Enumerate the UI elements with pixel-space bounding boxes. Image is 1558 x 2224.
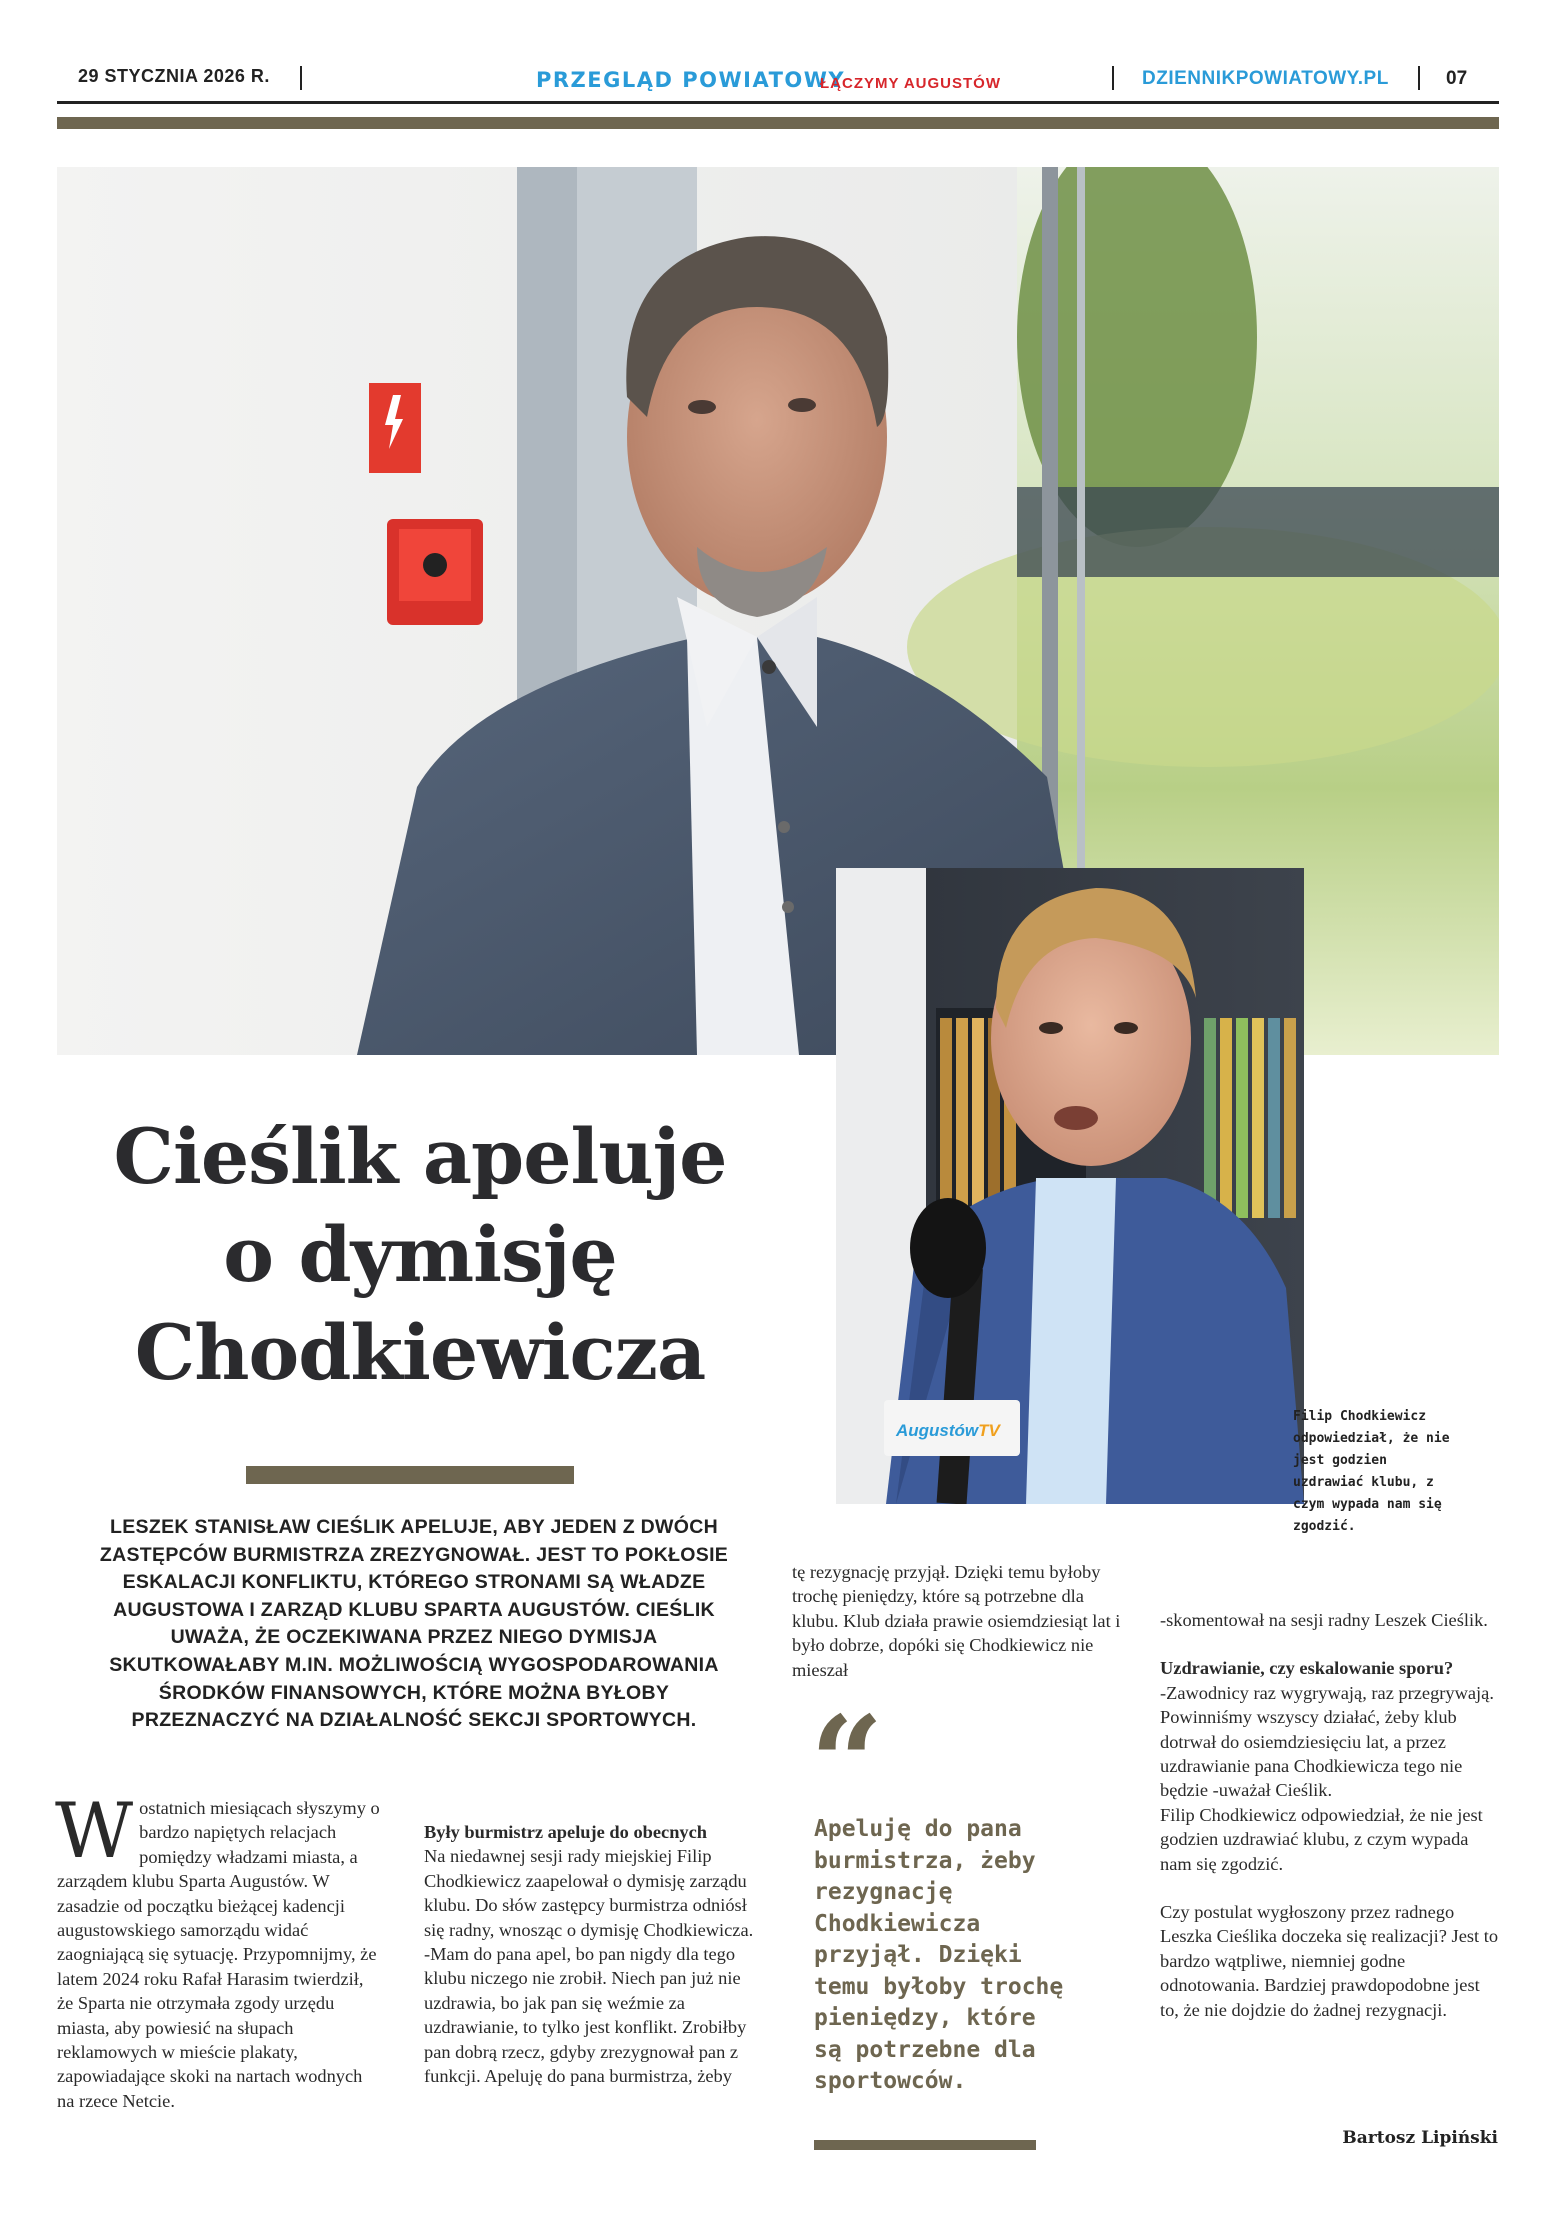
title-line: o dymisję: [223, 1210, 617, 1299]
paragraph-gap: [1160, 1876, 1500, 1900]
issue-date: 29 STYCZNIA 2026 R.: [78, 66, 270, 86]
body-column-4: [1160, 1608, 1500, 2022]
header-divider: [1418, 66, 1420, 90]
title-line: Cieślik apeluje: [113, 1112, 727, 1201]
body-paragraph: -Mam do pana apel, bo pan nigdy dla tego klubu niczego nie zrobił. Niech pan już nie uzdrawia, bo jak pan się weźmie za uzdrawianie, to tylko jest konflikt. Zrobiłby pan dobrą rzecz, gdyby zrezygnował pan z funkcji. Apeluję do pana burmistrza, żeby: [424, 1944, 747, 2087]
article-lead: LESZEK STANISŁAW CIEŚLIK APELUJE, ABY JEDEN Z DWÓCH ZASTĘPCÓW BURMISTRZA ZREZYGNOWAŁ. JEST TO POKŁOSIE ESKALACJI KONFLIKTU, KTÓREGO STRONAMI SĄ WŁADZE AUGUSTOWA I ZARZĄD KLUBU SPARTA AUGUSTÓW. CIEŚLIK UWAŻA, ŻE OCZEKIWANA PRZEZ NIEGO DYMISJA SKUTKOWAŁABY M.IN. MOŻLIWOŚCIĄ WYGOSPODAROWANIA ŚRODKÓW FINANSOWYCH, KTÓRE MOŻNA BYŁOBY PRZEZNACZYĆ NA DZIAŁALNOŚĆ SEKCJI SPORTOWYCH.: [99, 1516, 729, 1732]
page-number: 07: [1446, 68, 1468, 89]
header-accent-bar: [57, 117, 1499, 129]
author-byline: Bartosz Lipiński: [1342, 2128, 1498, 2148]
paragraph-gap: [1160, 1632, 1500, 1656]
masthead-tagline: ŁĄCZYMY AUGUSTÓW: [820, 75, 1001, 92]
quote-mark-icon: “: [810, 1689, 884, 1839]
body-paragraph: Na niedawnej sesji rady miejskiej Filip Chodkiewicz zaapelował o dymisję zarządu klubu. Do słów zastępcy burmistrza odniósł się radny, wnosząc o dymisję Chodkiewicza.: [424, 1846, 754, 1940]
masthead-title: PRZEGLĄD POWIATOWY: [536, 68, 846, 92]
logo-text: Augustów: [896, 1421, 979, 1440]
title-accent-bar: [246, 1466, 574, 1484]
photo-caption: Filip Chodkiewicz odpowiedział, że nie jest godzien uzdrawiać klubu, z czym wypada nam się zgodzić.: [1293, 1409, 1450, 1534]
header-divider: [1112, 66, 1114, 90]
article-title: [60, 1108, 780, 1402]
body-paragraph: -skomentował na sesji radny Leszek Cieślik.: [1160, 1610, 1488, 1630]
inset-photo: [836, 868, 1304, 1504]
body-paragraph: tę rezygnację przyjął. Dzięki temu byłoby trochę pieniędzy, które są potrzebne dla klubu. Klub działa prawie osiemdziesiąt lat i było dobrze, dopóki się Chodkiewicz nie mieszał: [792, 1562, 1121, 1680]
section-subhead: Były burmistrz apeluje do obecnych: [424, 1822, 708, 1842]
website-link[interactable]: DZIENNIKPOWIATOWY.PL: [1142, 68, 1389, 89]
body-text: ostatnich miesiącach słyszymy o bardzo napiętych relacjach pomiędzy władzami miasta, a zarządem klubu Sparta Augustów. W zasadzie od początku bieżącej kadencji augustowskiego samorządu widać zaogniającą się sytuację. Przypomnijmy, że latem 2024 roku Rafał Harasim twierdził, że Sparta nie otrzymała zgody urzędu miasta, aby powiesić na słupach reklamowych w mieście plakaty, zapowiadające skoki na nartach wodnych na rzece Netcie.: [57, 1798, 380, 2111]
header-rule: [57, 101, 1499, 104]
section-subhead: Uzdrawianie, czy eskalowanie sporu?: [1160, 1658, 1454, 1679]
header-divider: [300, 66, 302, 90]
pull-quote-rule: [814, 2140, 1036, 2150]
drop-cap: W: [55, 1786, 134, 1875]
body-paragraph: -Zawodnicy raz wygrywają, raz przegrywają. Powinniśmy wszyscy działać, żeby klub dotrwał do osiemdziesięciu lat, a przez uzdrawianie pana Chodkiewicza tego nie będzie -uważał Cieślik.: [1160, 1682, 1494, 1801]
pull-quote: Apeluję do pana burmistrza, żeby rezygnację Chodkiewicza przyjął. Dzięki temu byłoby trochę pieniędzy, które są potrzebne dla sportowców.: [814, 1816, 1064, 2094]
logo-suffix: TV: [978, 1421, 1000, 1440]
body-column-1: [55, 1786, 381, 2113]
augustow-tv-logo: [896, 1421, 1000, 1441]
body-column-2: [424, 1820, 768, 2088]
body-paragraph: Filip Chodkiewicz odpowiedział, że nie jest godzien uzdrawiać klubu, z czym wypada nam się zgodzić.: [1160, 1804, 1483, 1874]
title-line: Chodkiewicza: [134, 1308, 706, 1397]
body-paragraph: Czy postulat wygłoszony przez radnego Leszka Cieślika doczeka się realizacji? Jest to bardzo wątpliwe, niemniej godne odnotowania. Bardziej prawdopodobne jest to, że nie dojdzie do żadnej rezygnacji.: [1160, 1902, 1499, 2020]
body-column-3: [792, 1560, 1132, 1682]
